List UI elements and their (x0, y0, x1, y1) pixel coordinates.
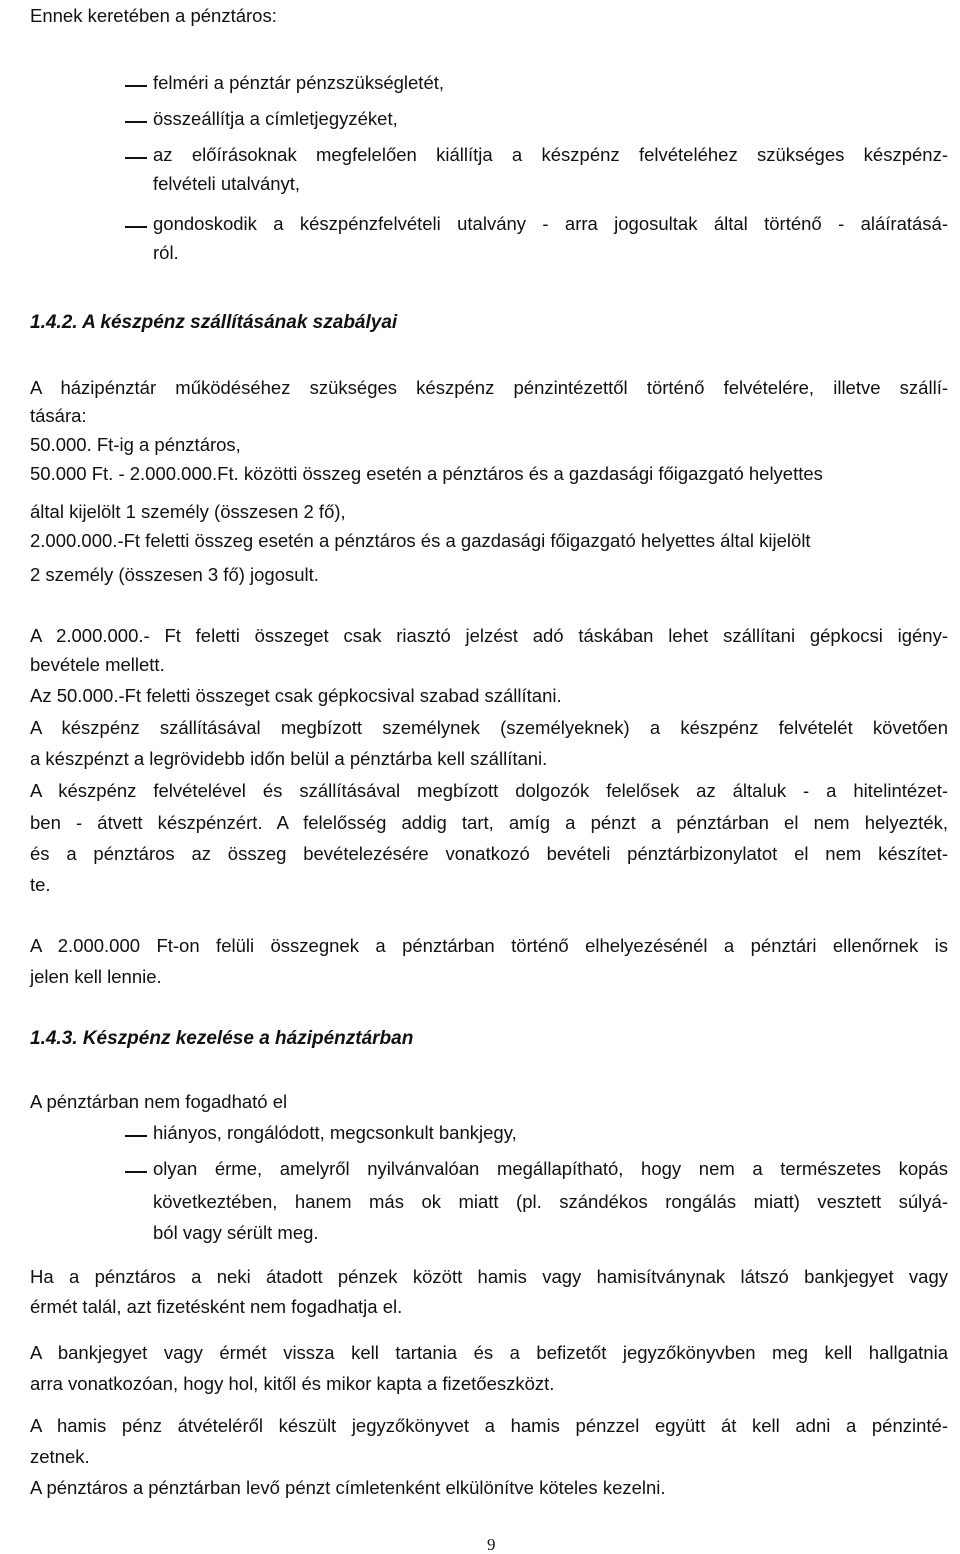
text-line: A bankjegyet vagy érmét vissza kell tartania és a befizetőt jegyzőkönyvben meg kell hallgatnia (30, 1342, 948, 1363)
text-line: te. (30, 874, 51, 895)
list-item-continuation: ról. (153, 242, 179, 263)
text-line: arra vonatkozóan, hogy hol, kitől és mikor kapta a fizetőeszközt. (30, 1373, 555, 1394)
dash-bullet (125, 1171, 147, 1173)
page-number: 9 (487, 1535, 496, 1554)
text-line: által kijelölt 1 személy (összesen 2 fő), (30, 501, 346, 522)
intro-line: Ennek keretében a pénztáros: (30, 5, 277, 26)
text-line: A pénztárban nem fogadható el (30, 1091, 288, 1112)
section-heading-143: 1.4.3. Készpénz kezelése a házipénztárban (30, 1028, 414, 1049)
dash-bullet (125, 1135, 147, 1137)
text-line: érmét talál, azt fizetésként nem fogadhatja el. (30, 1296, 403, 1317)
list-item: hiányos, rongálódott, megcsonkult bankjegy, (153, 1122, 517, 1143)
text-line: Ha a pénztáros a neki átadott pénzek között hamis vagy hamisítványnak látszó bankjegyet vagy (30, 1266, 948, 1287)
text-line: A készpénz felvételével és szállításával megbízott dolgozók felelősek az általuk - a hitelintézet- (30, 780, 948, 801)
text-line: a készpénzt a legrövidebb időn belül a pénztárba kell szállítani. (30, 748, 548, 769)
text-line: ben - átvett készpénzért. A felelősség addig tart, amíg a pénzt a pénztárban el nem helyezték, (30, 812, 948, 833)
text-line: 50.000. Ft-ig a pénztáros, (30, 434, 241, 455)
text-line: tására: (30, 405, 87, 426)
text-line: A hamis pénz átvételéről készült jegyzőkönyvet a hamis pénzzel együtt át kell adni a pénzinté- (30, 1415, 948, 1436)
dash-bullet (125, 85, 147, 87)
text-line: A 2.000.000.- Ft feletti összeget csak riasztó jelzést adó táskában lehet szállítani gépkocsi igény- (30, 625, 948, 646)
dash-bullet (125, 121, 147, 123)
text-line: Az 50.000.-Ft feletti összeget csak gépkocsival szabad szállítani. (30, 685, 562, 706)
text-line: bevétele mellett. (30, 654, 165, 675)
text-line: 50.000 Ft. - 2.000.000.Ft. közötti összeg esetén a pénztáros és a gazdasági főigazgató helyettes (30, 463, 823, 484)
list-item: felméri a pénztár pénzszükségletét, (153, 72, 445, 93)
dash-bullet (125, 157, 147, 159)
text-line: jelen kell lennie. (30, 966, 162, 987)
text-line: 2.000.000.-Ft feletti összeg esetén a pénztáros és a gazdasági főigazgató helyettes által kijelölt (30, 530, 811, 551)
text-line: és a pénztáros az összeg bevételezésére vonatkozó bevételi pénztárbizonylatot el nem készítet- (30, 843, 948, 864)
dash-bullet (125, 226, 147, 228)
list-item-continuation: következtében, hanem más ok miatt (pl. szándékos rongálás miatt) vesztett súlyá- (153, 1191, 948, 1212)
text-line: A házipénztár működéséhez szükséges készpénz pénzintézettől történő felvételére, illetve szállí- (30, 377, 948, 398)
list-item-continuation: ból vagy sérült meg. (153, 1222, 319, 1243)
text-line: A 2.000.000 Ft-on felüli összegnek a pénztárban történő elhelyezésénél a pénztári ellenőrnek is (30, 935, 948, 956)
text-line: 2 személy (összesen 3 fő) jogosult. (30, 564, 319, 585)
list-item: gondoskodik a készpénzfelvételi utalvány - arra jogosultak által történő - aláíratásá- (153, 213, 948, 234)
list-item: összeállítja a címletjegyzéket, (153, 108, 398, 129)
list-item-continuation: felvételi utalványt, (153, 173, 301, 194)
section-heading-142: 1.4.2. A készpénz szállításának szabályai (30, 312, 398, 333)
list-item: az előírásoknak megfelelően kiállítja a készpénz felvételéhez szükséges készpénz- (153, 144, 948, 165)
text-line: zetnek. (30, 1446, 90, 1467)
text-line: A pénztáros a pénztárban levő pénzt címletenként elkülönítve köteles kezelni. (30, 1477, 666, 1498)
list-item: olyan érme, amelyről nyilvánvalóan megállapítható, hogy nem a természetes kopás (153, 1158, 948, 1179)
text-line: A készpénz szállításával megbízott személynek (személyeknek) a készpénz felvételét követően (30, 717, 948, 738)
